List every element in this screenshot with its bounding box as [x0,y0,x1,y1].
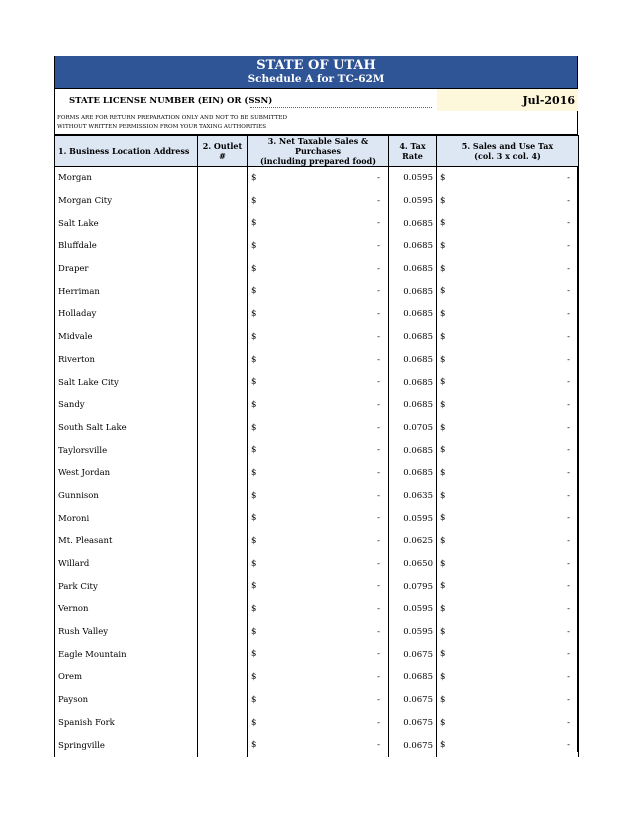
period-cell [437,89,578,111]
tax-amount-cell [437,167,579,190]
location-cell: Holladay [55,303,198,326]
location-cell: Midvale [55,326,198,349]
schedule-sheet [54,56,578,752]
currency-symbol: $ [440,490,446,501]
tax-rate-cell: 0.0795 [389,575,437,598]
currency-symbol: $ [440,694,446,705]
currency-symbol: $ [251,626,257,637]
net-sales-value: - [377,331,380,342]
location-cell: Taylorsville [55,439,198,462]
period-value: Jul-2016 [522,94,575,107]
tax-amount-cell [437,235,579,258]
tax-amount-value: - [567,241,570,252]
tax-amount-cell [437,439,579,462]
location-cell: Springville [55,734,198,757]
tax-amount-cell [437,530,579,553]
outlet-cell[interactable] [198,462,248,485]
currency-symbol: $ [440,399,446,410]
tax-amount-cell [437,190,579,213]
table-row [55,643,579,666]
tax-rate-cell: 0.0685 [389,303,437,326]
tax-amount-cell [437,280,579,303]
tax-rate-cell: 0.0625 [389,530,437,553]
tax-rate-cell: 0.0685 [389,258,437,281]
currency-symbol: $ [251,467,257,478]
tax-rate-cell: 0.0595 [389,190,437,213]
currency-symbol: $ [440,309,446,320]
outlet-cell[interactable] [198,303,248,326]
net-sales-value: - [377,195,380,206]
table-row [55,167,579,190]
tax-amount-value: - [567,581,570,592]
tax-amount-cell [437,371,579,394]
net-sales-value: - [377,377,380,388]
tax-rate-cell: 0.0685 [389,326,437,349]
net-sales-cell[interactable] [248,212,389,235]
column-header-location: 1. Business Location Address [55,136,198,167]
tax-amount-value: - [567,399,570,410]
outlet-cell[interactable] [198,394,248,417]
tax-amount-cell [437,349,579,372]
tax-amount-value: - [567,694,570,705]
currency-symbol: $ [251,422,257,433]
table-row [55,258,579,281]
column-header-tax-amount-line2: (col. 3 x col. 4) [474,151,541,161]
net-sales-cell[interactable] [248,553,389,576]
tax-amount-cell [437,553,579,576]
net-sales-value: - [377,717,380,728]
location-cell: Bluffdale [55,235,198,258]
currency-symbol: $ [251,694,257,705]
tax-amount-cell [437,643,579,666]
tax-amount-value: - [567,377,570,388]
license-row [55,89,577,111]
net-sales-value: - [377,490,380,501]
tax-amount-value: - [567,740,570,751]
location-cell: Moroni [55,507,198,530]
location-cell: Draper [55,258,198,281]
table-row [55,439,579,462]
net-sales-cell[interactable] [248,712,389,735]
net-sales-value: - [377,513,380,524]
tax-amount-cell [437,303,579,326]
currency-symbol: $ [251,581,257,592]
tax-amount-cell [437,621,579,644]
tax-amount-value: - [567,604,570,615]
column-header-tax-rate-line1: 4. Tax [399,141,426,151]
table-row [55,280,579,303]
location-cell: Salt Lake [55,212,198,235]
net-sales-value: - [377,581,380,592]
outlet-cell[interactable] [198,371,248,394]
net-sales-cell[interactable] [248,507,389,530]
location-cell: Payson [55,689,198,712]
location-cell: Gunnison [55,485,198,508]
net-sales-cell[interactable] [248,598,389,621]
tax-amount-cell [437,212,579,235]
tax-amount-value: - [567,467,570,478]
net-sales-cell[interactable] [248,734,389,757]
table-row [55,530,579,553]
outlet-cell[interactable] [198,666,248,689]
currency-symbol: $ [251,309,257,320]
outlet-cell[interactable] [198,689,248,712]
currency-symbol: $ [440,445,446,456]
tax-rate-cell: 0.0675 [389,734,437,757]
net-sales-value: - [377,604,380,615]
net-sales-cell[interactable] [248,530,389,553]
column-header-tax-rate-line2: Rate [402,151,423,161]
currency-symbol: $ [251,377,257,388]
currency-symbol: $ [440,649,446,660]
net-sales-value: - [377,173,380,183]
tax-rate-cell: 0.0685 [389,462,437,485]
location-cell: Orem [55,666,198,689]
currency-symbol: $ [251,536,257,546]
outlet-cell[interactable] [198,734,248,757]
tax-rate-cell: 0.0595 [389,598,437,621]
location-cell: Park City [55,575,198,598]
table-row [55,326,579,349]
currency-symbol: $ [251,195,257,206]
outlet-cell[interactable] [198,621,248,644]
net-sales-value: - [377,399,380,410]
tax-rate-cell: 0.0595 [389,621,437,644]
currency-symbol: $ [251,672,257,683]
net-sales-cell[interactable] [248,394,389,417]
tax-amount-cell [437,326,579,349]
net-sales-cell[interactable] [248,303,389,326]
location-cell: Salt Lake City [55,371,198,394]
currency-symbol: $ [251,399,257,410]
table-row [55,190,579,213]
outlet-cell[interactable] [198,643,248,666]
tax-rate-cell: 0.0675 [389,643,437,666]
table-row [55,417,579,440]
table-row [55,712,579,735]
outlet-cell[interactable] [198,485,248,508]
outlet-cell[interactable] [198,417,248,440]
table-row [55,371,579,394]
tax-rate-cell: 0.0595 [389,167,437,190]
currency-symbol: $ [440,331,446,342]
net-sales-value: - [377,309,380,320]
tax-amount-cell [437,258,579,281]
net-sales-value: - [377,694,380,705]
tax-rate-cell: 0.0685 [389,349,437,372]
tax-amount-value: - [567,558,570,569]
tax-amount-cell [437,417,579,440]
column-header-tax-rate [389,136,437,167]
currency-symbol: $ [251,513,257,524]
net-sales-cell[interactable] [248,258,389,281]
currency-symbol: $ [440,536,446,546]
tax-amount-value: - [567,195,570,206]
currency-symbol: $ [251,173,257,183]
tax-amount-value: - [567,422,570,433]
net-sales-value: - [377,536,380,546]
net-sales-cell[interactable] [248,666,389,689]
outlet-cell[interactable] [198,326,248,349]
tax-amount-cell [437,575,579,598]
net-sales-value: - [377,286,380,297]
tax-amount-value: - [567,672,570,683]
net-sales-cell[interactable] [248,417,389,440]
net-sales-cell[interactable] [248,280,389,303]
tax-amount-cell [437,712,579,735]
tax-rate-cell: 0.0675 [389,712,437,735]
title-banner [55,56,577,89]
tax-rate-cell: 0.0635 [389,485,437,508]
currency-symbol: $ [440,740,446,751]
currency-symbol: $ [440,604,446,615]
tax-amount-value: - [567,286,570,297]
currency-symbol: $ [440,286,446,297]
location-cell: Herriman [55,280,198,303]
currency-symbol: $ [251,717,257,728]
location-cell: Morgan City [55,190,198,213]
currency-symbol: $ [251,649,257,660]
tax-amount-value: - [567,536,570,546]
page-title: STATE OF UTAH [256,58,376,73]
currency-symbol: $ [251,445,257,456]
outlet-cell[interactable] [198,235,248,258]
currency-symbol: $ [440,354,446,365]
currency-symbol: $ [440,263,446,274]
column-header-outlet: 2. Outlet # [198,136,248,167]
net-sales-cell[interactable] [248,326,389,349]
tax-rate-cell: 0.0685 [389,394,437,417]
net-sales-value: - [377,241,380,252]
outlet-cell[interactable] [198,280,248,303]
net-sales-value: - [377,626,380,637]
currency-symbol: $ [440,626,446,637]
tax-rate-cell: 0.0595 [389,507,437,530]
table-row [55,507,579,530]
net-sales-cell[interactable] [248,621,389,644]
outlet-cell[interactable] [198,349,248,372]
currency-symbol: $ [440,422,446,433]
tax-rate-cell: 0.0685 [389,439,437,462]
net-sales-cell[interactable] [248,485,389,508]
table-header-row [55,136,579,167]
net-sales-value: - [377,740,380,751]
net-sales-cell[interactable] [248,235,389,258]
outlet-cell[interactable] [198,439,248,462]
net-sales-value: - [377,263,380,274]
tax-rate-cell: 0.0675 [389,689,437,712]
table-row [55,303,579,326]
net-sales-value: - [377,445,380,456]
tax-amount-value: - [567,626,570,637]
currency-symbol: $ [440,241,446,252]
tax-rate-cell: 0.0685 [389,235,437,258]
net-sales-value: - [377,467,380,478]
net-sales-cell[interactable] [248,349,389,372]
table-row [55,212,579,235]
location-cell: Mt. Pleasant [55,530,198,553]
outlet-cell[interactable] [198,258,248,281]
net-sales-cell[interactable] [248,575,389,598]
table-row [55,666,579,689]
net-sales-cell[interactable] [248,689,389,712]
tax-amount-cell [437,598,579,621]
table-row [55,689,579,712]
location-cell: Morgan [55,167,198,190]
column-header-tax-amount [437,136,579,167]
net-sales-value: - [377,672,380,683]
schedule-table [54,135,579,757]
tax-rate-cell: 0.0685 [389,666,437,689]
outlet-cell[interactable] [198,167,248,190]
location-cell: Willard [55,553,198,576]
tax-amount-cell [437,507,579,530]
currency-symbol: $ [440,672,446,683]
currency-symbol: $ [251,218,257,229]
tax-rate-cell: 0.0705 [389,417,437,440]
tax-amount-value: - [567,649,570,660]
license-input-line[interactable] [250,107,432,108]
table-row [55,598,579,621]
tax-amount-value: - [567,309,570,320]
tax-amount-value: - [567,354,570,365]
currency-symbol: $ [251,286,257,297]
location-cell: Riverton [55,349,198,372]
currency-symbol: $ [251,241,257,252]
page-subtitle: Schedule A for TC-62M [247,73,385,85]
currency-symbol: $ [251,558,257,569]
net-sales-value: - [377,422,380,433]
table-row [55,394,579,417]
outlet-cell[interactable] [198,553,248,576]
tax-amount-value: - [567,173,570,183]
table-row [55,575,579,598]
table-row [55,553,579,576]
table-row [55,235,579,258]
net-sales-cell[interactable] [248,462,389,485]
currency-symbol: $ [251,740,257,751]
tax-amount-value: - [567,331,570,342]
tax-amount-value: - [567,218,570,229]
outlet-cell[interactable] [198,507,248,530]
location-cell: Sandy [55,394,198,417]
currency-symbol: $ [251,263,257,274]
tax-amount-cell [437,462,579,485]
column-header-net-sales-line1: 3. Net Taxable Sales & Purchases [267,136,369,156]
location-cell: Vernon [55,598,198,621]
tax-amount-value: - [567,513,570,524]
column-header-net-sales-line2: (including prepared food) [259,156,377,166]
table-row [55,734,579,757]
currency-symbol: $ [440,173,446,183]
tax-rate-cell: 0.0650 [389,553,437,576]
currency-symbol: $ [440,717,446,728]
table-row [55,462,579,485]
disclaimer-line-2: WITHOUT WRITTEN PERMISSION FROM YOUR TAXING AUTHORITIES [57,124,267,130]
outlet-cell[interactable] [198,530,248,553]
location-cell: South Salt Lake [55,417,198,440]
tax-amount-cell [437,394,579,417]
currency-symbol: $ [440,377,446,388]
location-cell: Rush Valley [55,621,198,644]
net-sales-value: - [377,354,380,365]
tax-amount-cell [437,734,579,757]
tax-rate-cell: 0.0685 [389,371,437,394]
currency-symbol: $ [251,490,257,501]
currency-symbol: $ [440,218,446,229]
net-sales-cell[interactable] [248,190,389,213]
tax-amount-value: - [567,717,570,728]
net-sales-cell[interactable] [248,371,389,394]
currency-symbol: $ [440,195,446,206]
tax-rate-cell: 0.0685 [389,280,437,303]
table-row [55,621,579,644]
table-row [55,349,579,372]
tax-amount-value: - [567,445,570,456]
tax-rate-cell: 0.0685 [389,212,437,235]
location-cell: West Jordan [55,462,198,485]
location-cell: Eagle Mountain [55,643,198,666]
disclaimer-line-1: FORMS ARE FOR RETURN PREPARATION ONLY AND NOT TO BE SUBMITTED [57,115,287,121]
tax-amount-value: - [567,490,570,501]
location-cell: Spanish Fork [55,712,198,735]
disclaimer [55,111,577,135]
outlet-cell[interactable] [198,212,248,235]
column-header-net-sales [248,136,389,167]
tax-amount-cell [437,689,579,712]
currency-symbol: $ [440,513,446,524]
net-sales-cell[interactable] [248,167,389,190]
net-sales-value: - [377,218,380,229]
table-row [55,485,579,508]
outlet-cell[interactable] [198,575,248,598]
net-sales-cell[interactable] [248,643,389,666]
outlet-cell[interactable] [198,598,248,621]
currency-symbol: $ [251,604,257,615]
currency-symbol: $ [440,558,446,569]
outlet-cell[interactable] [198,712,248,735]
license-label: STATE LICENSE NUMBER (EIN) OR (SSN) [69,96,273,106]
column-header-tax-amount-line1: 5. Sales and Use Tax [461,141,554,151]
tax-amount-cell [437,666,579,689]
outlet-cell[interactable] [198,190,248,213]
currency-symbol: $ [251,331,257,342]
tax-amount-cell [437,485,579,508]
currency-symbol: $ [440,581,446,592]
currency-symbol: $ [440,467,446,478]
net-sales-cell[interactable] [248,439,389,462]
net-sales-value: - [377,558,380,569]
net-sales-value: - [377,649,380,660]
currency-symbol: $ [251,354,257,365]
tax-amount-value: - [567,263,570,274]
